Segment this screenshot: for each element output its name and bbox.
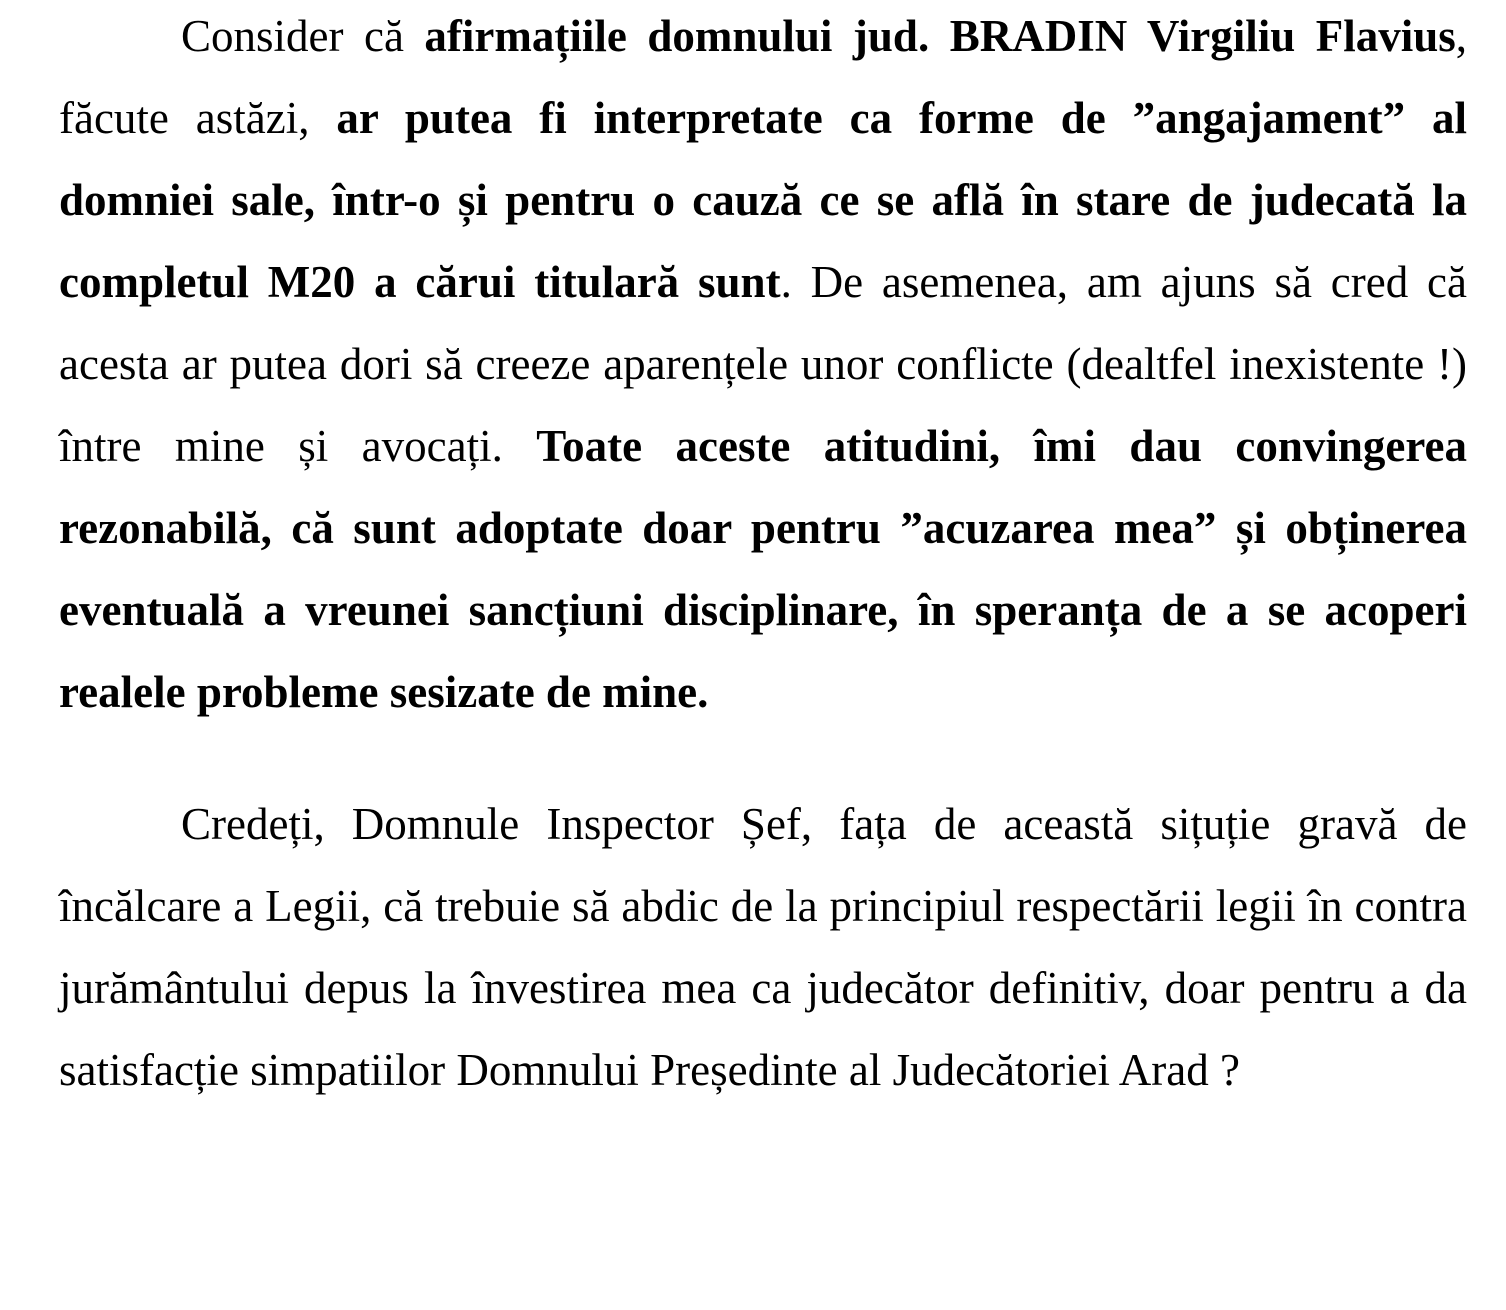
paragraph-1 bbox=[59, 0, 1467, 733]
text-segment: Credeți, Domnule Inspector Șef, fața de această sițuție gravă de încălcare a Legii, că trebuie să abdic de la principiul respectării legii în contra jurământului depus la învestirea mea ca judecător definitiv, doar pentru a da satisfacție simpatiilor Domnului Președinte al Judecătoriei Arad ? bbox=[59, 799, 1467, 1095]
document-page bbox=[59, 0, 1467, 1111]
text-segment: Consider că bbox=[181, 11, 425, 61]
bold-text-segment: Toate aceste atitudini, îmi dau convingerea rezonabilă, că sunt adoptate doar pentru ”acuzarea mea” și obținerea eventuală a vreunei sancțiuni disciplinare, în speranța de a se acoperi realele probleme sesizate de mine. bbox=[59, 421, 1468, 717]
text-segment: , făcute astăzi, bbox=[59, 11, 1467, 143]
text-segment: . De asemenea, am ajuns să cred că acesta ar putea dori să creeze aparențele unor conflicte (dealtfel inexistente !) între mine și avocați. bbox=[59, 257, 1467, 471]
paragraph-2 bbox=[59, 783, 1467, 1111]
bold-text-segment: ar putea fi interpretate ca forme de ”angajament” al domniei sale, într-o și pentru o cauză ce se află în stare de judecată la completul M20 a cărui titulară sunt bbox=[59, 93, 1467, 307]
bold-text-segment: afirmațiile domnului jud. BRADIN Virgiliu Flavius bbox=[424, 11, 1456, 61]
